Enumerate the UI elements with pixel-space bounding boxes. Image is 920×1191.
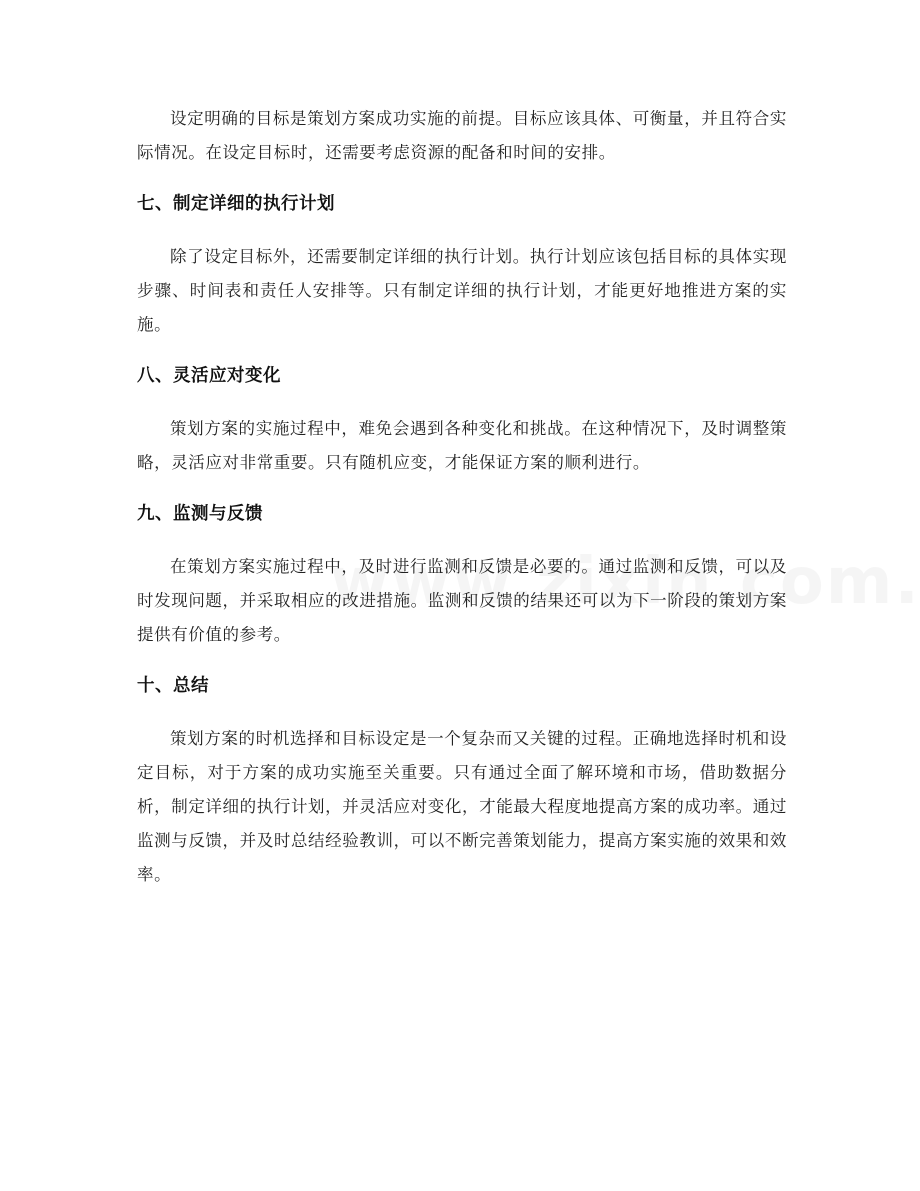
section-paragraph-8: 策划方案的实施过程中，难免会遇到各种变化和挑战。在这种情况下，及时调整策略，灵活应对非常重要。只有随机应变，才能保证方案的顺利进行。 <box>137 419 787 472</box>
section-heading-9: 九、监测与反馈 <box>137 504 263 524</box>
section-heading-8: 八、灵活应对变化 <box>137 366 281 386</box>
intro-paragraph: 设定明确的目标是策划方案成功实施的前提。目标应该具体、可衡量，并且符合实际情况。在设定目标时，还需要考虑资源的配备和时间的安排。 <box>137 109 787 162</box>
document-body <box>137 102 787 912</box>
section-paragraph-7: 除了设定目标外，还需要制定详细的执行计划。执行计划应该包括目标的具体实现步骤、时间表和责任人安排等。只有制定详细的执行计划，才能更好地推进方案的实施。 <box>137 247 787 334</box>
section-heading-10: 十、总结 <box>137 676 209 696</box>
section-paragraph-9: 在策划方案实施过程中，及时进行监测和反馈是必要的。通过监测和反馈，可以及时发现问题，并采取相应的改进措施。监测和反馈的结果还可以为下一阶段的策划方案提供有价值的参考。 <box>137 557 787 644</box>
section-paragraph-10: 策划方案的时机选择和目标设定是一个复杂而又关键的过程。正确地选择时机和设定目标，对于方案的成功实施至关重要。只有通过全面了解环境和市场，借助数据分析，制定详细的执行计划，并灵活应对变化，才能最大程度地提高方案的成功率。通过监测与反馈，并及时总结经验教训，可以不断完善策划能力，提高方案实施的效果和效率。 <box>137 729 787 884</box>
section-heading-7: 七、制定详细的执行计划 <box>137 194 335 214</box>
